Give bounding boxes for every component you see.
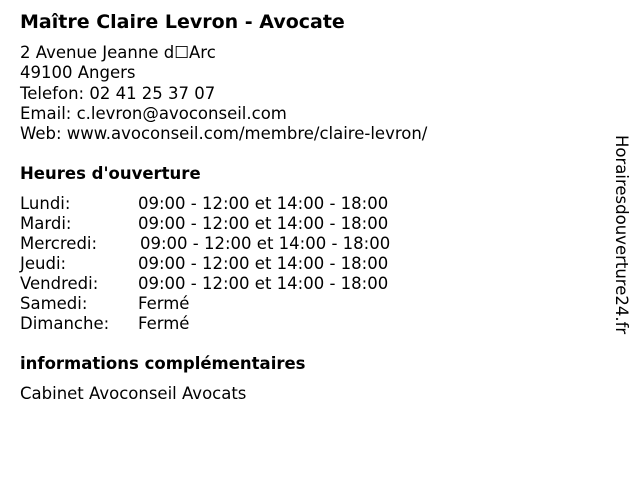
contact-block: [20, 43, 427, 144]
day-label: Mercredi:: [20, 234, 98, 253]
time-value: Fermé: [138, 294, 190, 313]
additional-info-heading: informations complémentaires: [20, 354, 306, 373]
day-label: Samedi:: [20, 294, 88, 313]
web-line: Web: www.avoconseil.com/membre/claire-levron/: [20, 124, 428, 144]
address-street: 2 Avenue Jeanne d☐Arc: [20, 43, 216, 62]
page-title: Maître Claire Levron - Avocate: [20, 11, 345, 33]
address-city: 49100 Angers: [20, 63, 136, 83]
day-label: Dimanche:: [20, 314, 110, 333]
day-label: Lundi:: [20, 194, 71, 213]
day-label: Vendredi:: [20, 274, 99, 293]
email-line: Email: c.levron@avoconseil.com: [20, 103, 287, 123]
day-label: Jeudi:: [20, 254, 67, 273]
time-value: 09:00 - 12:00 et 14:00 - 18:00: [138, 214, 389, 233]
site-watermark: Horairesdouverture24.fr: [612, 135, 631, 335]
time-value: 09:00 - 12:00 et 14:00 - 18:00: [138, 254, 389, 273]
time-value: Fermé: [138, 314, 190, 333]
time-value: 09:00 - 12:00 et 14:00 - 18:00: [138, 274, 389, 293]
time-value: 09:00 - 12:00 et 14:00 - 18:00: [140, 234, 391, 253]
day-label: Mardi:: [20, 214, 72, 233]
time-value: 09:00 - 12:00 et 14:00 - 18:00: [138, 194, 389, 213]
opening-hours-heading: Heures d'ouverture: [20, 164, 201, 183]
additional-info-text: Cabinet Avoconseil Avocats: [20, 384, 247, 403]
phone-line: Telefon: 02 41 25 37 07: [20, 83, 216, 103]
